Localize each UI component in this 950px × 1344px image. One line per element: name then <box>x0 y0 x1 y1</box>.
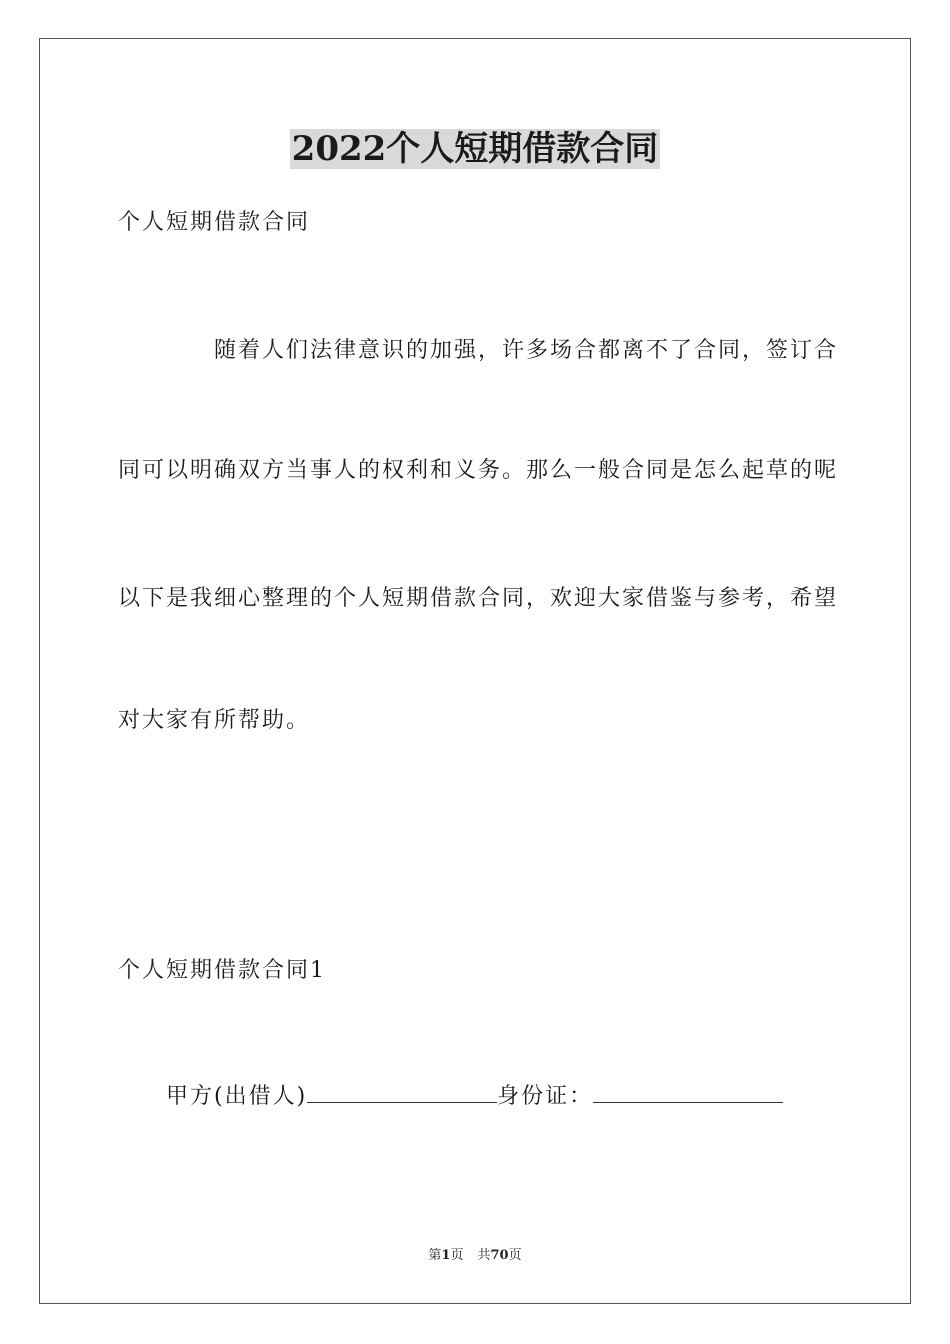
page-footer <box>0 1247 950 1265</box>
intro-line-2: 同可以明确双方当事人的权利和义务。那么一般合同是怎么起草的呢 <box>118 458 839 483</box>
total-suffix: 页 <box>508 1248 522 1263</box>
document-title-text: 2022个人短期借款合同 <box>291 129 659 169</box>
page-number: 1 <box>441 1248 451 1263</box>
party-a-id-label: 身份证： <box>497 1084 594 1109</box>
party-a-name-blank[interactable] <box>307 1080 497 1103</box>
page-prefix: 第 <box>428 1248 442 1263</box>
total-prefix: 共 <box>477 1248 491 1263</box>
party-a-label: 甲方(出借人) <box>166 1084 308 1109</box>
document-subtitle: 个人短期借款合同 <box>118 210 311 235</box>
party-a-line <box>166 1080 783 1112</box>
party-a-id-blank[interactable] <box>593 1080 783 1103</box>
contract-heading: 个人短期借款合同1 <box>118 958 326 983</box>
document-title <box>0 126 950 172</box>
total-pages: 70 <box>490 1248 509 1263</box>
intro-line-4: 对大家有所帮助。 <box>118 708 311 733</box>
intro-line-1: 随着人们法律意识的加强，许多场合都离不了合同，签订合 <box>214 338 839 363</box>
page-suffix: 页 <box>450 1248 464 1263</box>
intro-line-3: 以下是我细心整理的个人短期借款合同，欢迎大家借鉴与参考，希望 <box>118 586 839 611</box>
